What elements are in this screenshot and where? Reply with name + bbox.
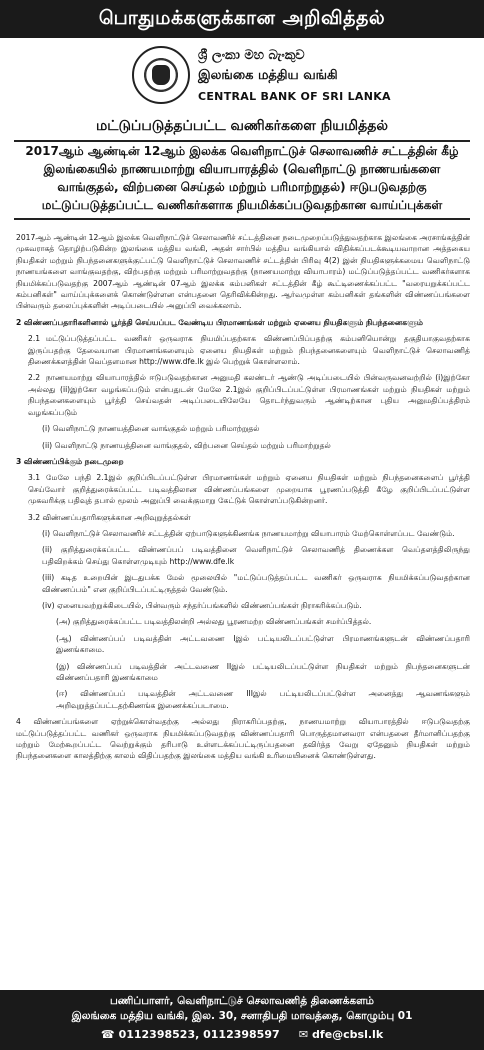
section-4-paragraph: 4 விண்ணப்பங்களை ஏற்றுக்கொள்வதற்கு அல்லது நிராகரிப்பதற்கு, நாணயமாற்று வியாபாரத்தில் ஈடுபடுவதற்கு மட்டுப்படுத்தப்பட்ட வணிகர் ஒருவராக நியமிக்கப்படுவதற்கு விண்ணப்பதாரி பொருத்தமானவரா என்பதனை தீர்மானிப்பதற்கு மற்றும் மேற்கூறப்பட்ட வெற்றுக்கும் தரிபாடு உள்ளடக்கப்பட்டிருப்பதனை தவிர்த்த வேறு ஏதேனும் நியதிகள் மற்றும் நிபந்தனைகளை காலத்திற்கு காலம் விதிப்பதற்கு இலங்கை மத்திய வங்கி உரிமையினைக் கொண்டுள்ளது. xyxy=(16,717,470,761)
email-icon: ✉ xyxy=(298,1028,309,1041)
clause-2-1 xyxy=(28,333,470,367)
notice-body xyxy=(16,232,470,767)
heading-line: மட்டுப்படுத்தப்பட்ட வணிகர்களாக நியமிக்கப்படுவதற்கான வாய்ப்புக்கள் xyxy=(41,198,443,212)
footer-director: பணிப்பாளர், வெளிநாட்டுச் செலாவணித் திணைக்களம் xyxy=(109,995,374,1007)
banner-title: பொதுமக்களுக்கான அறிவித்தல் xyxy=(98,6,386,29)
heading-line: இலங்கையில் நாணயமாற்று வியாபாரத்தில் (வெளிநாட்டு நாணயங்களை xyxy=(43,162,441,176)
instruction-item: (iv) ஏனையவற்றுக்கிடையில், பின்வரும் சந்தர்ப்பங்களில் விண்ணப்பங்கள் நிராகரிக்கப்படும். xyxy=(42,600,362,610)
rejection-item: (இ) விண்ணப்பப் படிவத்தின் அட்டவணை IIஇல் பட்டியலிடப்பட்டுள்ள நியதிகள் மற்றும் நிபந்தனைகளுடன் விண்ணப்பதாரி இணங்காமை xyxy=(56,661,470,682)
section-2-title: 2 விண்ணப்பதாரிகளினால் பூர்த்தி செய்யப்பட வேண்டிய பிரமாணங்கள் மற்றும் ஏனைய நியதிகளும் நிபந்தனைகளும் xyxy=(16,317,424,327)
clause-text: நாணயமாற்று வியாபாரத்தில் ஈடுபடுவதற்கான அனுமதி கலண்டர் ஆண்டு அடிப்படையில் பின்வருவனவற்றில் (i)இற்கோ அல்லது (ii)இற்கோ வழங்கப்படும் என்பதுடன் மேலே 2.1இல் குறிப்பிடப்பட்டுள்ள பிரமாணங்கள் மற்றும் நியதிகள் மற்றும் நிபந்தனைகளையும் பூர்த்தி செய்வதன் அடிப்படையிலேயே தொடர்ந்துவரும் ஆண்டிற்கான புதிய அனுமதிப்பத்திரம் வழங்கப்படும் xyxy=(28,373,470,417)
phone-icon: ☎ xyxy=(100,1028,115,1041)
intro-paragraph: 2017ஆம் ஆண்டின் 12ஆம் இலக்க வெளிநாட்டுச் செலாவணிச் சட்டத்தினை நடைமுறைப்படுத்துவதற்காக இலங்கை அரசாங்கத்தின் முகவராகத் தொழிற்படுகின்ற இலங்கை மத்திய வங்கி, அதன் சார்பில் மத்திய வங்கியால் விதிக்கப்படக்கூடியவாறான அத்தகைய நியதிகள் மற்றும் நிபந்தனைகளுக்குட்பட்டு வெளிநாட்டுச் செலாவணிச் சட்டத்தின் பிரிவு 4(2) இன் நியதிகளுக்கமைய வெளிநாட்டு நாணயங்களை வாங்குவதற்கு, விற்பதற்கு மற்றும் பரிமாற்றுவதற்கு (நாணயமாற்று வியாபாரம்) மட்டுப்படுத்தப்பட்ட வணிகர்களாக நியமிக்கப்படுவதற்கு 2007ஆம் ஆண்டின் 07ஆம் இலக்க கம்பனிகள் சட்டத்தின் கீழ் கூட்டிணைக்கப்பட்ட "வரையறுக்கப்பட்ட கம்பனிகள்" வாய்ப்புக்களைக் கொண்டுள்ளன என்பதனை தெரிவிக்கின்றது. ஆர்வமுள்ள கம்பனிகள் தங்களின் விண்ணப்பங்களை பின்வரும் தலைப்புக்களின் அடிப்படையில் அனுப்பி வைக்கலாம். xyxy=(16,233,470,311)
notice-heading xyxy=(22,142,462,214)
clause-2-2-i: (i) வெளிநாட்டு நாணயத்தினை வாங்குதல் மற்றும் பரிமாற்றுதல் xyxy=(42,424,260,434)
notice-subtitle: மட்டுப்படுத்தப்பட்ட வணிகர்களை நியமித்தல் xyxy=(96,118,388,134)
rejection-item: (அ) குறித்துரைக்கப்பட்ட படிவத்திலன்றி அல்லது பூரணமற்ற விண்ணப்பங்கள் சமர்ப்பித்தல். xyxy=(56,617,372,627)
clause-number: 2.2 xyxy=(28,373,41,383)
bank-header xyxy=(0,44,484,112)
heading-line: வாங்குதல், விற்பனை செய்தல் மற்றும் பரிமாற்றுதல்) ஈடுபடுவதற்கு xyxy=(57,180,427,194)
section-3-title: 3 விண்ணப்பிக்கும் நடைமுறை xyxy=(16,456,124,466)
clause-text: மேலே பந்தி 2.1இல் குறிப்பிடப்பட்டுள்ள பிரமாணங்கள் மற்றும் ஏனைய நியதிகள் மற்றும் நிபந்தனைகளைப் பூர்த்தி செய்வோர் குறித்துரைக்கப்பட்ட படிவத்திலான விண்ணப்பங்களை முறையாக பூரணப்படுத்தி கீழே குறிப்பிடப்பட்டுள்ள முகவரிக்கு பதிவுத் தபால் மூலம் அனுப்பி வைக்குமாறு கேட்டுக் கொள்ளப்படுகின்றனர். xyxy=(28,473,470,506)
bank-name-tamil: இலங்கை மத்திய வங்கி xyxy=(198,68,338,83)
rejection-item: (ஆ) விண்ணப்பப் படிவத்தின் அட்டவணை Iஇல் பட்டியலிடப்பட்டுள்ள பிரமாணங்களுடன் விண்ணப்பதாரி இணங்காமை. xyxy=(56,633,470,655)
rejection-item: (ஈ) விண்ணப்பப் படிவத்தின் அட்டவணை IIIஇல் பட்டியலிடப்பட்டுள்ள அனைத்து ஆவணங்களும் அறிவுறுத்தப்பட்டதற்கிணங்க இணைக்கப்படாமை. xyxy=(56,689,470,710)
clause-number: 2.1 xyxy=(28,334,41,344)
instruction-item: (i) வெளிநாட்டுச் செலாவணிச் சட்டத்தின் ஏற்பாடுகளுக்கிணங்க நாணயமாற்று வியாபாரம் மேற்கொள்ளப்பட வேண்டும். xyxy=(42,528,455,538)
clause-3-1 xyxy=(28,472,470,506)
bank-name-sinhala: ශ්‍රී ලංකා මහ බැංකුව xyxy=(198,48,305,63)
instruction-item: (ii) குறித்துரைக்கப்பட்ட விண்ணப்பப் படிவத்தினை வெளிநாட்டுச் செலாவணித் திணைக்கள வெப்தளத்திலிருந்து பதிவிறக்கம் செய்து கொள்ளமுடியும் http://www.dfe.lk xyxy=(42,545,470,566)
notice-banner xyxy=(0,0,484,38)
footer-address: இலங்கை மத்திய வங்கி, இல. 30, சனாதிபதி மாவத்தை, கொழும்பு 01 xyxy=(71,1010,413,1022)
divider xyxy=(14,218,470,220)
clause-2-2 xyxy=(28,372,470,418)
clause-3-2-title: 3.2 விண்ணப்பதாரிகளுக்கான அறிவுறுத்தல்கள் xyxy=(28,512,191,522)
contact-footer xyxy=(0,990,484,1050)
footer-phone: 0112398523, 0112398597 xyxy=(118,1028,280,1041)
footer-contacts xyxy=(0,1028,484,1041)
bank-name-english: CENTRAL BANK OF SRI LANKA xyxy=(198,90,391,103)
footer-email[interactable]: dfe@cbsl.lk xyxy=(312,1028,384,1041)
bank-emblem-icon xyxy=(132,46,190,104)
heading-line: 2017ஆம் ஆண்டின் 12ஆம் இலக்க வெளிநாட்டுச் செலாவணிச் சட்டத்தின் கீழ் xyxy=(25,144,459,158)
clause-2-2-ii: (ii) வெளிநாட்டு நாணயத்தினை வாங்குதல், விற்பனை செய்தல் மற்றும் பரிமாற்றுதல் xyxy=(42,440,331,450)
clause-text: மட்டுப்படுத்தப்பட்ட வணிகர் ஒருவராக நியமிப்பதற்காக விண்ணப்பிப்பதற்கு கம்பனியொன்று தகுதியாகுவதற்காக இருப்பதற்கு தேவையான பிரமாணங்களையும் ஏனைய நியதிகள் மற்றும் நிபந்தனைகளையும் வெளிநாட்டுச் செலாவணித் திணைக்களத்தின் வெப்தளமான http://www.dfe.lk இல் பெற்றுக் கொள்ளலாம். xyxy=(28,334,470,367)
clause-number: 3.1 xyxy=(28,473,41,483)
instruction-item: (iii) கடித உறையின் இடதுபக்க மேல் மூலையில் "மட்டுப்படுத்தப்பட்ட வணிகர் ஒருவராக நியமிக்கப்படுவதற்கான விண்ணப்பம்" என குறிப்பிடப்பட்டிருத்தல் வேண்டும். xyxy=(42,573,470,594)
